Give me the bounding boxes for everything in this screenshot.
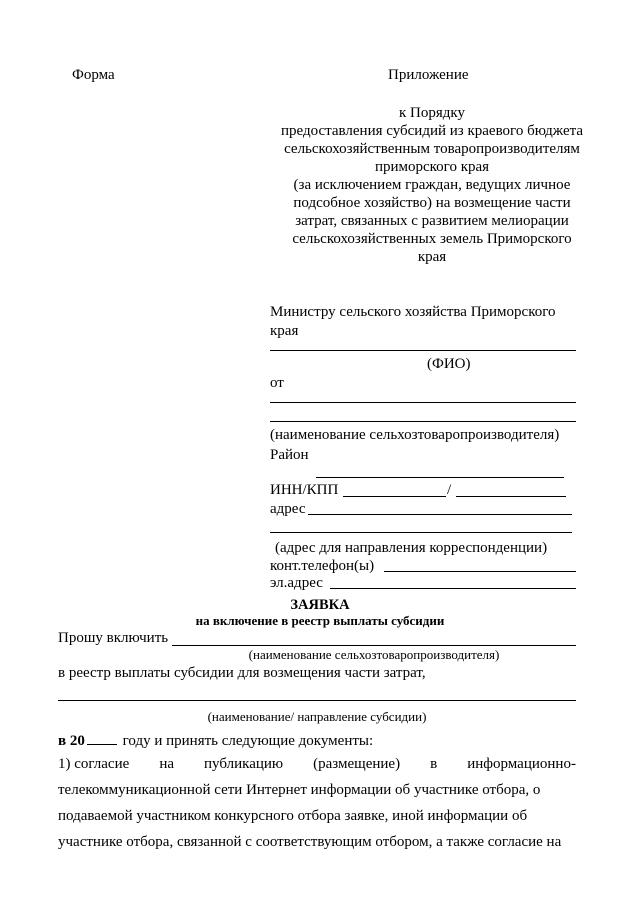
item1-first-line bbox=[58, 755, 576, 773]
application-subtitle: на включение в реестр выплаты субсидии bbox=[195, 613, 445, 628]
appendix-line: затрат, связанных с развитием мелиорации bbox=[295, 213, 569, 229]
form-label: Форма bbox=[72, 67, 115, 83]
phone-label: конт.телефон(ы) bbox=[270, 558, 375, 574]
appendix-line: сельскохозяйственным товаропроизводителям bbox=[284, 141, 580, 157]
item1-word: информационно- bbox=[467, 756, 576, 772]
subsidy-hint: (наименование/ направление субсидии) bbox=[207, 709, 427, 724]
item1-line: телекоммуникационной сети Интернет информации об участнике отбора, о bbox=[58, 782, 541, 798]
appendix-line: края bbox=[417, 249, 447, 265]
appendix-line: предоставления субсидий из краевого бюджета bbox=[280, 123, 584, 139]
appendix-line: сельскохозяйственных земель Приморского bbox=[292, 231, 572, 247]
corr-address-label: (адрес для направления корреспонденции) bbox=[275, 540, 548, 556]
request-label: Прошу включить bbox=[58, 630, 169, 646]
item1-word: на bbox=[159, 756, 174, 772]
email-field[interactable] bbox=[330, 588, 576, 589]
producer-hint: (наименование сельхозтоваропроизводителя) bbox=[248, 647, 500, 662]
appendix-block bbox=[262, 104, 602, 266]
item1-word: в bbox=[430, 756, 438, 772]
item1-word: (размещение) bbox=[313, 756, 401, 772]
district-label: Район bbox=[270, 447, 309, 463]
year-prefix: в 20 bbox=[58, 733, 85, 749]
inn-field[interactable] bbox=[343, 496, 446, 497]
producer-label: (наименование сельхозтоваропроизводителя) bbox=[270, 427, 560, 443]
inn-label: ИНН/КПП bbox=[270, 482, 339, 498]
item1-word: 1) согласие bbox=[58, 756, 130, 772]
address-label: адрес bbox=[270, 501, 306, 517]
addressee-line1: Министру сельского хозяйства Приморского bbox=[270, 304, 556, 320]
registry-text: в реестр выплаты субсидии для возмещения части затрат, bbox=[58, 665, 426, 681]
fio-field[interactable] bbox=[270, 350, 576, 351]
district-field[interactable] bbox=[316, 477, 564, 478]
year-suffix: году и принять следующие документы: bbox=[122, 733, 374, 749]
appendix-line: к Порядку bbox=[399, 105, 465, 121]
producer-field-2[interactable] bbox=[270, 421, 576, 422]
address-field[interactable] bbox=[308, 514, 572, 515]
email-label: эл.адрес bbox=[270, 575, 323, 591]
from-label: от bbox=[270, 375, 284, 391]
appendix-line: подсобное хозяйство) на возмещение части bbox=[293, 195, 571, 211]
item1-line: участнике отбора, связанной с соответствующим отбором, а также согласие на bbox=[58, 834, 562, 850]
year-line bbox=[58, 731, 373, 750]
addressee-line2: края bbox=[270, 323, 299, 339]
appendix-title: Приложение bbox=[388, 67, 469, 83]
fio-label: (ФИО) bbox=[427, 356, 471, 372]
phone-field[interactable] bbox=[384, 571, 576, 572]
address-field-2[interactable] bbox=[270, 532, 572, 533]
request-producer-field[interactable] bbox=[172, 645, 576, 646]
inn-separator: / bbox=[447, 482, 452, 498]
kpp-field[interactable] bbox=[456, 496, 566, 497]
producer-field-1[interactable] bbox=[270, 402, 576, 403]
appendix-line: (за исключением граждан, ведущих личное bbox=[293, 177, 571, 193]
subsidy-field[interactable] bbox=[58, 700, 576, 701]
item1-word: публикацию bbox=[204, 756, 284, 772]
appendix-line: приморского края bbox=[374, 159, 490, 175]
year-field[interactable] bbox=[87, 731, 117, 745]
application-title: ЗАЯВКА bbox=[290, 597, 350, 613]
item1-line: подаваемой участником конкурсного отбора заявке, иной информации об bbox=[58, 808, 528, 824]
